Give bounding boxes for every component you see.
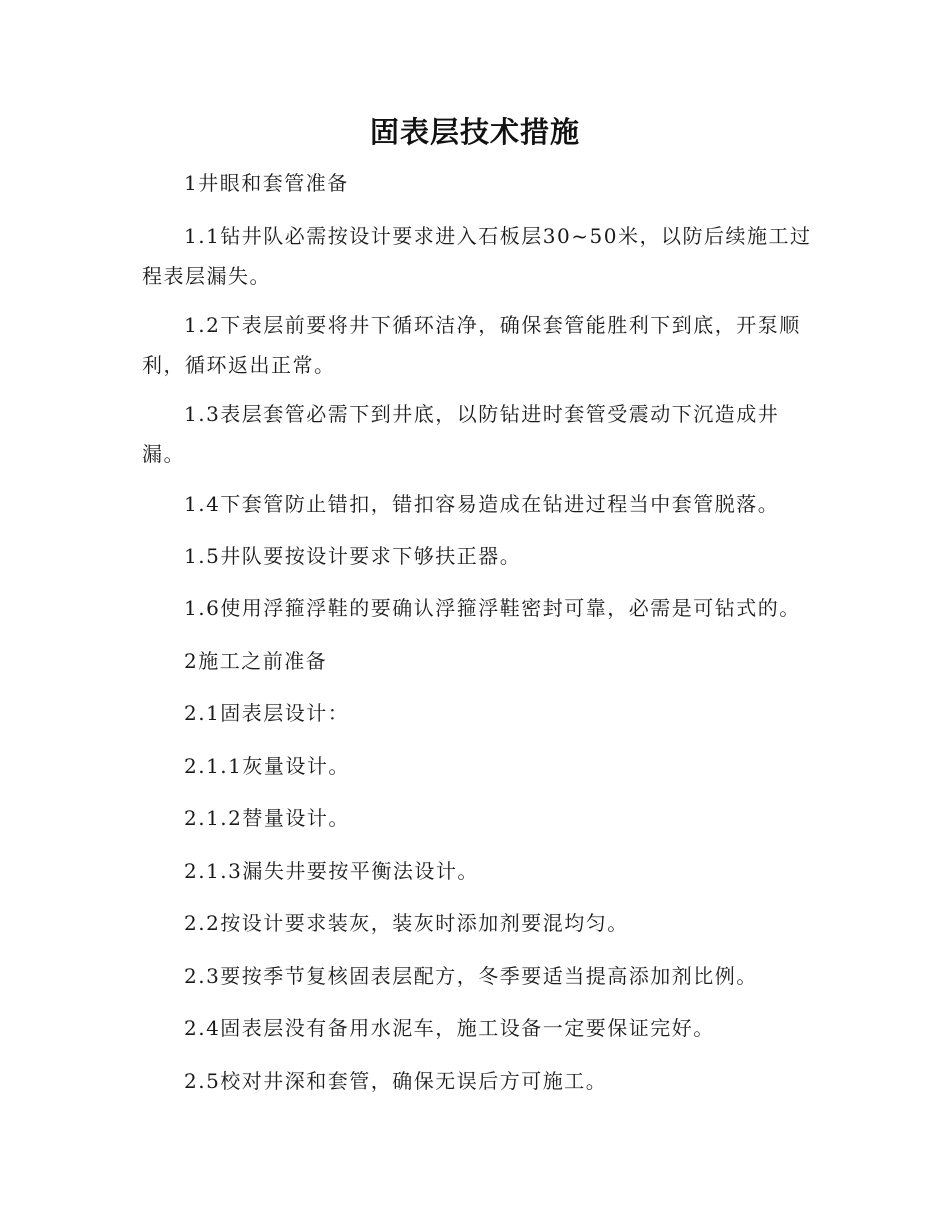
- paragraph-2-4: 2.4固表层没有备用水泥车，施工设备一定要保证完好。: [184, 1016, 715, 1040]
- paragraph-1-6: 1.6使用浮箍浮鞋的要确认浮箍浮鞋密封可靠，必需是可钻式的。: [184, 596, 801, 620]
- paragraph-1-4: 1.4下套管防止错扣，错扣容易造成在钻进过程当中套管脱落。: [184, 492, 780, 516]
- paragraph-1-5: 1.5井队要按设计要求下够扶正器。: [184, 544, 522, 568]
- paragraph-2-1-3: 2.1.3漏失井要按平衡法设计。: [184, 859, 479, 883]
- paragraph-2-1-1: 2.1.1灰量设计。: [184, 754, 350, 778]
- paragraph-2-1-2: 2.1.2替量设计。: [184, 806, 350, 830]
- paragraph-2-3: 2.3要按季节复核固表层配方，冬季要适当提高添加剂比例。: [184, 964, 758, 988]
- paragraph-2-2: 2.2按设计要求装灰，装灰时添加剂要混均匀。: [184, 911, 629, 935]
- section-heading-1: 1井眼和套管准备: [184, 171, 349, 195]
- paragraph-2-1: 2.1固表层设计：: [184, 701, 350, 725]
- document-title: 固表层技术措施: [369, 115, 580, 149]
- paragraph-1-2: 1.2下表层前要将井下循环洁净，确保套管能胜利下到底，开泵顺利，循环返出正常。: [142, 313, 801, 377]
- paragraph-2-5: 2.5校对井深和套管，确保无误后方可施工。: [184, 1069, 608, 1093]
- paragraph-1-1: 1.1钻井队必需按设计要求进入石板层30~50米，以防后续施工过程表层漏失。: [142, 224, 812, 288]
- paragraph-1-3: 1.3表层套管必需下到井底，以防钻进时套管受震动下沉造成井漏。: [142, 402, 780, 466]
- section-heading-2: 2施工之前准备: [184, 649, 328, 673]
